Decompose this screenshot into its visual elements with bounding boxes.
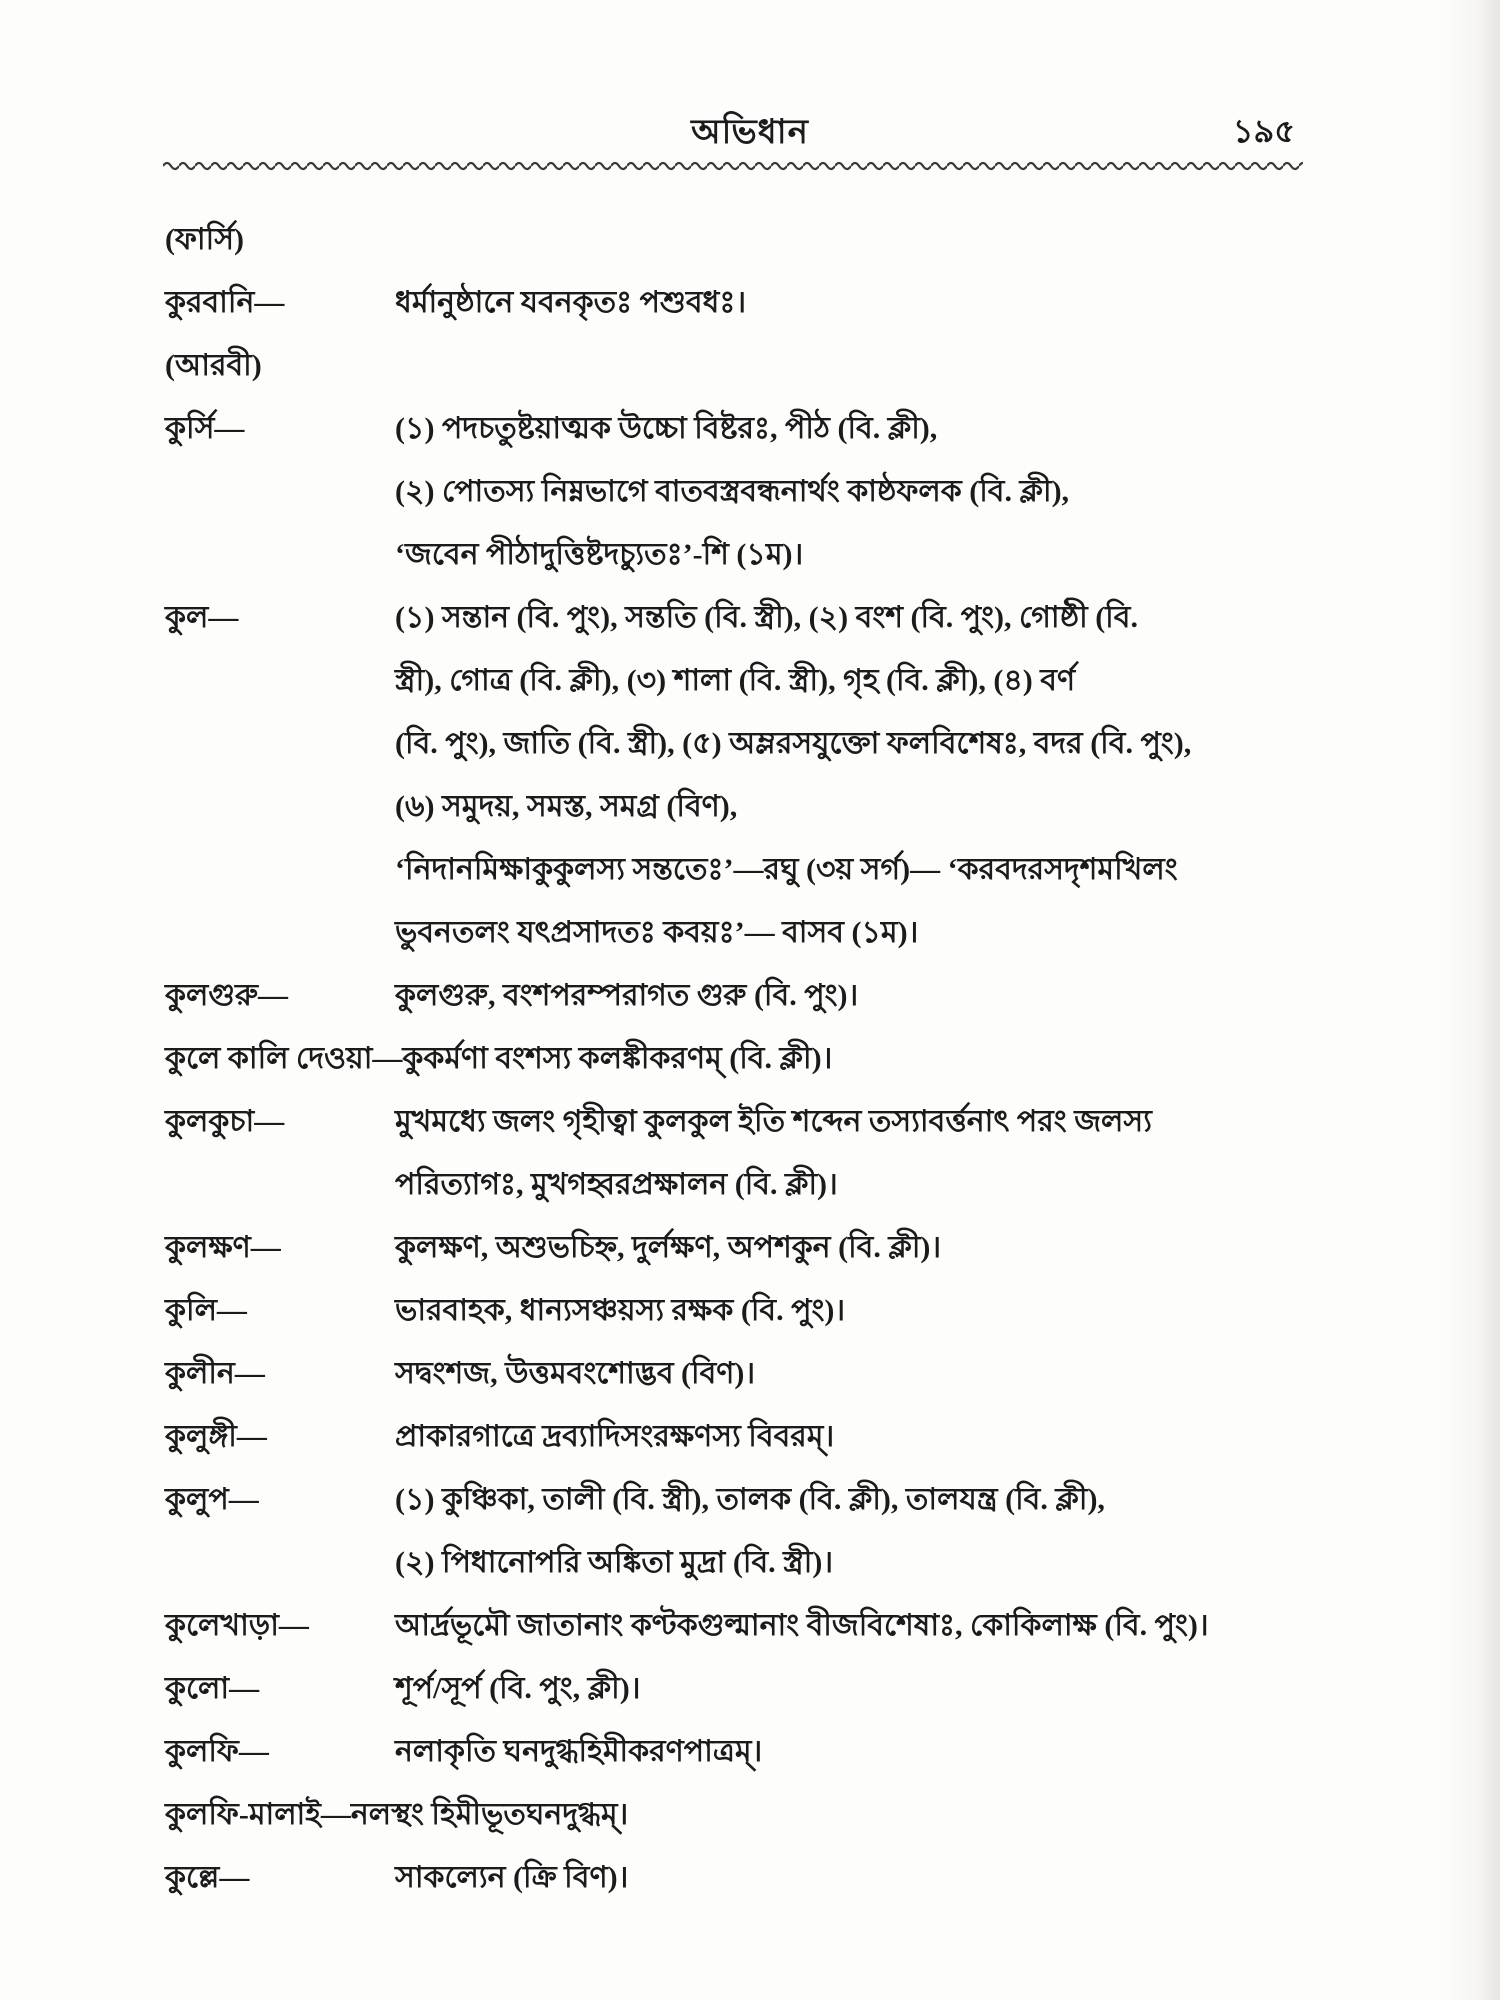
dictionary-entry [165,1594,1390,1657]
dictionary-entry [165,397,1390,586]
entry-definitions [395,397,1390,586]
definition-line: (১) পদচতুষ্টয়াত্মক উচ্চো বিষ্টরঃ, পীঠ (বি. ক্লী), [395,412,938,445]
language-section-label [165,334,1390,397]
definition-line: (২) পিধানোপরি অঙ্কিতা মুদ্রা (বি. স্ত্রী)। [395,1546,834,1579]
entry-headword: কুলুপ— [165,1483,259,1516]
dictionary-entry [165,1657,1390,1720]
entry-definition: —কুকর্মণা বংশস্য কলঙ্কীকরণম্ (বি. ক্লী)। [372,1042,833,1075]
entry-headword: কুলুঙ্গী— [165,1420,267,1453]
page-header [0,0,1500,152]
dictionary-entry [165,1342,1390,1405]
definition-line: নলাকৃতি ঘনদুগ্ধহিমীকরণপাত্রম্। [395,1735,763,1768]
definition-line: ‘নিদানমিক্ষাকুকুলস্য সন্ততেঃ’—রঘু (৩য় সর্গ)— ‘করবদরসদৃশমখিলং [395,853,1178,886]
entry-definitions [395,964,1390,1027]
dictionary-entry [165,1405,1390,1468]
entry-definition: —নলস্থং হিমীভূতঘনদুগ্ধম্। [320,1798,629,1831]
section-label-text: (ফার্সি) [165,223,245,256]
entry-headword: কুলো— [165,1672,260,1705]
language-section-label [165,208,1390,271]
entry-definitions [395,1657,1390,1720]
definition-line: সদ্বংশজ, উত্তমবংশোদ্ভব (বিণ)। [395,1357,756,1390]
dictionary-entry [165,1468,1390,1594]
dictionary-entry [165,1846,1390,1909]
entry-definitions [395,1720,1390,1783]
section-label-text: (আরবী) [165,349,262,382]
entry-headword: কুলে কালি দেওয়া [165,1042,373,1075]
entry-definitions [395,1594,1390,1657]
entry-definitions [395,1405,1390,1468]
definition-line: কুলগুরু, বংশপরম্পরাগত গুরু (বি. পুং)। [395,979,859,1012]
dictionary-entry [165,586,1390,964]
entry-headword: কুলেখাড়া— [165,1609,309,1642]
entry-headword: কুলগুরু— [165,979,288,1012]
definition-line: মুখমধ্যে জলং গৃহীত্বা কুলকুল ইতি শব্দেন তস্যাবর্ত্তনাৎ পরং জলস্য [395,1105,1152,1138]
entry-headword: কুরবানি— [165,286,285,319]
definition-line: (৬) সমুদয়, সমস্ত, সমগ্র (বিণ), [395,790,738,823]
entry-definitions [395,1468,1390,1594]
dictionary-entry [165,1090,1390,1216]
definition-line: (১) সন্তান (বি. পুং), সন্ততি (বি. স্ত্রী), (২) বংশ (বি. পুং), গোষ্ঠী (বি. [395,601,1138,634]
definition-line: কুলক্ষণ, অশুভচিহ্ন, দুর্লক্ষণ, অপশকুন (বি. ক্লী)। [395,1231,942,1264]
entry-headword: কুল্লে— [165,1861,250,1894]
entry-headword: কুলফি-মালাই [165,1798,321,1831]
entry-headword: কুলফি— [165,1735,269,1768]
definition-line: (বি. পুং), জাতি (বি. স্ত্রী), (৫) অম্লরসযুক্তো ফলবিশেষঃ, বদর (বি. পুং), [395,727,1192,760]
entry-headword: কুলকুচা— [165,1105,285,1138]
entry-definitions [395,1090,1390,1216]
dictionary-entry [165,964,1390,1027]
page-title: অভিধান [691,114,809,151]
page-number: ১৯৫ [1232,113,1295,149]
definition-line: ভুবনতলং যৎপ্রসাদতঃ কবয়ঃ’— বাসব (১ম)। [395,916,919,949]
entry-headword: কুলীন— [165,1357,265,1390]
entry-definitions [395,1846,1390,1909]
entry-headword: কুর্সি— [165,412,245,445]
entry-definitions [395,586,1390,964]
definition-line: ‘জবেন পীঠাদুত্তিষ্টদচ্যুতঃ’-শি (১ম)। [395,538,804,571]
dictionary-entry-runon [165,1783,1390,1846]
dictionary-entries-list [165,208,1390,1909]
definition-line: (১) কুঞ্চিকা, তালী (বি. স্ত্রী), তালক (বি. ক্লী), তালযন্ত্র (বি. ক্লী), [395,1483,1105,1516]
dictionary-entry-runon [165,1027,1390,1090]
entry-definitions [395,1279,1390,1342]
entry-headword: কুল— [165,601,239,634]
definition-line: স্ত্রী), গোত্র (বি. ক্লী), (৩) শালা (বি. স্ত্রী), গৃহ (বি. ক্লী), (৪) বর্ণ [395,664,1076,697]
definition-line: (২) পোতস্য নিম্নভাগে বাতবস্ত্রবন্ধনার্থং কাষ্ঠফলক (বি. ক্লী), [395,475,1070,508]
definition-line: সাকল্যেন (ক্রি বিণ)। [395,1861,629,1894]
definition-line: আর্দ্রভূমৌ জাতানাং কণ্টকগুল্মানাং বীজবিশেষাঃ, কোকিলাক্ষ (বি. পুং)। [395,1609,1209,1642]
dictionary-entry [165,1216,1390,1279]
dictionary-entry [165,1279,1390,1342]
dictionary-entry [165,271,1390,334]
definition-line: শূর্প/সূর্প (বি. পুং, ক্লী)। [395,1672,641,1705]
entry-definitions [395,1216,1390,1279]
definition-line: প্রাকারগাত্রে দ্রব্যাদিসংরক্ষণস্য বিবরম্। [395,1420,835,1453]
definition-line: ভারবাহক, ধান্যসঞ্চয়স্য রক্ষক (বি. পুং)। [395,1294,846,1327]
definition-line: ধর্মানুষ্ঠানে যবনকৃতঃ পশুবধঃ। [395,286,747,319]
dictionary-entry [165,1720,1390,1783]
definition-line: পরিত্যাগঃ, মুখগহ্বরপ্রক্ষালন (বি. ক্লী)। [395,1168,838,1201]
entry-headword: কুলি— [165,1294,247,1327]
entry-headword: কুলক্ষণ— [165,1231,281,1264]
entry-definitions [395,271,1390,334]
entry-definitions [395,1342,1390,1405]
